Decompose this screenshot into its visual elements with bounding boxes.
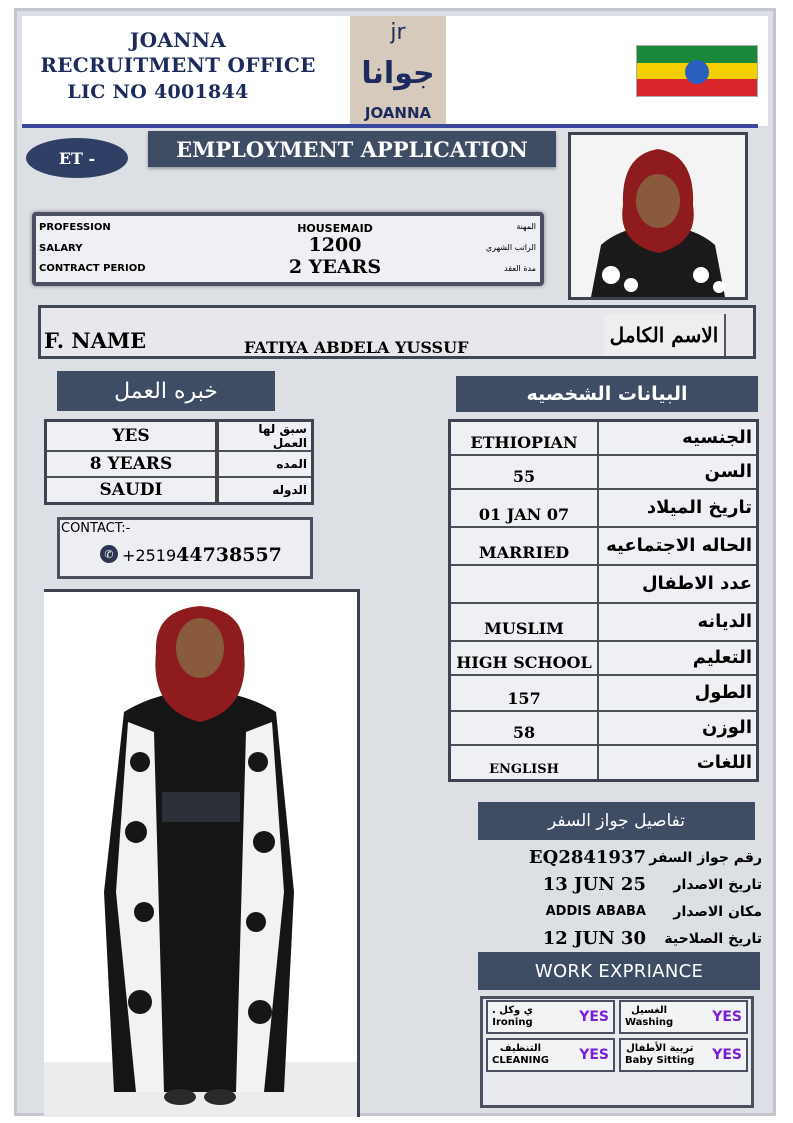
experience-label: سبق لها العمل — [217, 421, 313, 452]
personal-data-row — [450, 565, 758, 603]
passport-label: تاريخ الاصدار — [673, 876, 762, 893]
passport-value: ADDIS ABABA — [545, 904, 646, 919]
experience-title: خبره العمل — [57, 371, 275, 411]
passport-label: مكان الاصدار — [673, 903, 762, 920]
logo-arabic: جوانا — [361, 56, 435, 91]
work-skills-grid — [486, 1000, 748, 1076]
personal-data-label: الوزن — [598, 711, 758, 745]
contract-value: 2 YEARS — [288, 256, 382, 278]
reference-badge: ET - — [26, 138, 128, 178]
personal-data-label: اللغات — [598, 745, 758, 781]
personal-data-row — [450, 675, 758, 711]
skill-row — [486, 1038, 748, 1072]
name-label: F. NAME — [44, 328, 147, 353]
personal-data-value: MUSLIM — [450, 603, 599, 641]
personal-data-row — [450, 711, 758, 745]
skill-value: YES — [712, 1009, 742, 1025]
personal-data-row — [450, 489, 758, 527]
experience-row — [46, 421, 313, 452]
experience-value: YES — [46, 421, 218, 452]
experience-value: SAUDI — [46, 477, 218, 503]
experience-row — [46, 451, 313, 477]
skill-value: YES — [712, 1047, 742, 1063]
skill-label-en: Ironing — [492, 1017, 533, 1028]
phone-prefix: +2519 — [122, 546, 177, 565]
skill-label-en: Washing — [625, 1017, 674, 1028]
passport-value: EQ2841937 — [528, 847, 646, 868]
skill-cell — [619, 1038, 748, 1072]
personal-data-label: الجنسيه — [598, 421, 758, 455]
office-subtitle: RECRUITMENT OFFICE — [40, 53, 316, 77]
personal-data-label: عدد الاطفال — [598, 565, 758, 603]
salary-label-ar: الراتب الشهري — [485, 243, 536, 252]
personal-data-label: الحاله الاجتماعيه — [598, 527, 758, 565]
phone-main: 44738557 — [176, 544, 282, 566]
personal-data-label: الطول — [598, 675, 758, 711]
personal-data-value — [450, 565, 599, 603]
skill-value: YES — [579, 1009, 609, 1025]
skill-cell — [486, 1000, 615, 1034]
contract-label: CONTRACT PERIOD — [39, 263, 146, 274]
full-body-photo — [44, 589, 360, 1117]
phone-icon: ✆ — [100, 545, 118, 563]
office-name: JOANNA — [129, 28, 227, 52]
phone-number — [122, 544, 282, 566]
skill-label-ar: التنظيف — [499, 1043, 542, 1054]
passport-row — [478, 898, 762, 925]
flag-emblem-icon — [685, 60, 709, 84]
joanna-logo — [350, 16, 446, 124]
personal-data-label: السن — [598, 455, 758, 489]
ethiopia-flag — [636, 45, 758, 97]
personal-data-value: HIGH SCHOOL — [450, 641, 599, 675]
experience-value: 8 YEARS — [46, 451, 218, 477]
skill-label-ar: تربية الأطفال — [626, 1043, 694, 1054]
skill-cell — [619, 1000, 748, 1034]
personal-data-value: 157 — [450, 675, 599, 711]
salary-label: SALARY — [39, 243, 83, 254]
profession-value: HOUSEMAID — [297, 222, 373, 235]
personal-data-value: 58 — [450, 711, 599, 745]
personal-data-value: 55 — [450, 455, 599, 489]
personal-data-row — [450, 421, 758, 455]
logo-mark: jr — [390, 20, 406, 45]
skill-cell — [486, 1038, 615, 1072]
personal-data-row — [450, 745, 758, 781]
experience-label: المده — [217, 451, 313, 477]
personal-data-value: ETHIOPIAN — [450, 421, 599, 455]
passport-value: 13 JUN 25 — [542, 874, 646, 895]
contract-label-ar: مدة العقد — [504, 264, 536, 273]
passport-value: 12 JUN 30 — [542, 928, 646, 949]
name-label-ar: الاسم الكامل — [604, 314, 726, 356]
form-title: EMPLOYMENT APPLICATION — [148, 131, 556, 167]
passport-details — [478, 844, 762, 952]
personal-data-table — [448, 419, 759, 782]
passport-row — [478, 871, 762, 898]
personal-data-title: البيانات الشخصيه — [456, 376, 758, 412]
personal-data-value: MARRIED — [450, 527, 599, 565]
portrait-photo — [568, 132, 748, 300]
experience-label: الدوله — [217, 477, 313, 503]
work-experience-title: WORK EXPRIANCE — [478, 952, 760, 990]
personal-data-row — [450, 641, 758, 675]
skill-value: YES — [579, 1047, 609, 1063]
profession-label-ar: المهنة — [516, 222, 536, 231]
skill-label-ar: الغسيل — [631, 1005, 668, 1016]
personal-data-value: 01 JAN 07 — [450, 489, 599, 527]
passport-label: رقم جواز السفر — [649, 849, 762, 866]
passport-row — [478, 844, 762, 871]
passport-title: تفاصيل جواز السفر — [478, 802, 755, 840]
skill-row — [486, 1000, 748, 1034]
salary-value: 1200 — [308, 234, 362, 256]
skill-label-en: CLEANING — [492, 1055, 549, 1066]
experience-row — [46, 477, 313, 503]
personal-data-label: التعليم — [598, 641, 758, 675]
experience-table — [44, 419, 314, 505]
contact-label: CONTACT:- — [61, 521, 131, 536]
personal-data-label: تاريخ الميلاد — [598, 489, 758, 527]
license-number: LIC NO 4001844 — [67, 81, 249, 103]
profession-label: PROFESSION — [39, 222, 111, 233]
header-divider — [22, 124, 758, 128]
skill-label-en: Baby Sitting — [625, 1055, 695, 1066]
personal-data-row — [450, 527, 758, 565]
personal-data-value: ENGLISH — [450, 745, 599, 781]
passport-row — [478, 925, 762, 952]
personal-data-label: الديانه — [598, 603, 758, 641]
skill-label-ar: ي وكل . — [492, 1005, 533, 1016]
passport-label: تاريخ الصلاحية — [664, 930, 762, 947]
personal-data-row — [450, 455, 758, 489]
personal-data-row — [450, 603, 758, 641]
name-value: FATIYA ABDELA YUSSUF — [244, 338, 469, 357]
logo-latin: JOANNA — [364, 104, 432, 122]
